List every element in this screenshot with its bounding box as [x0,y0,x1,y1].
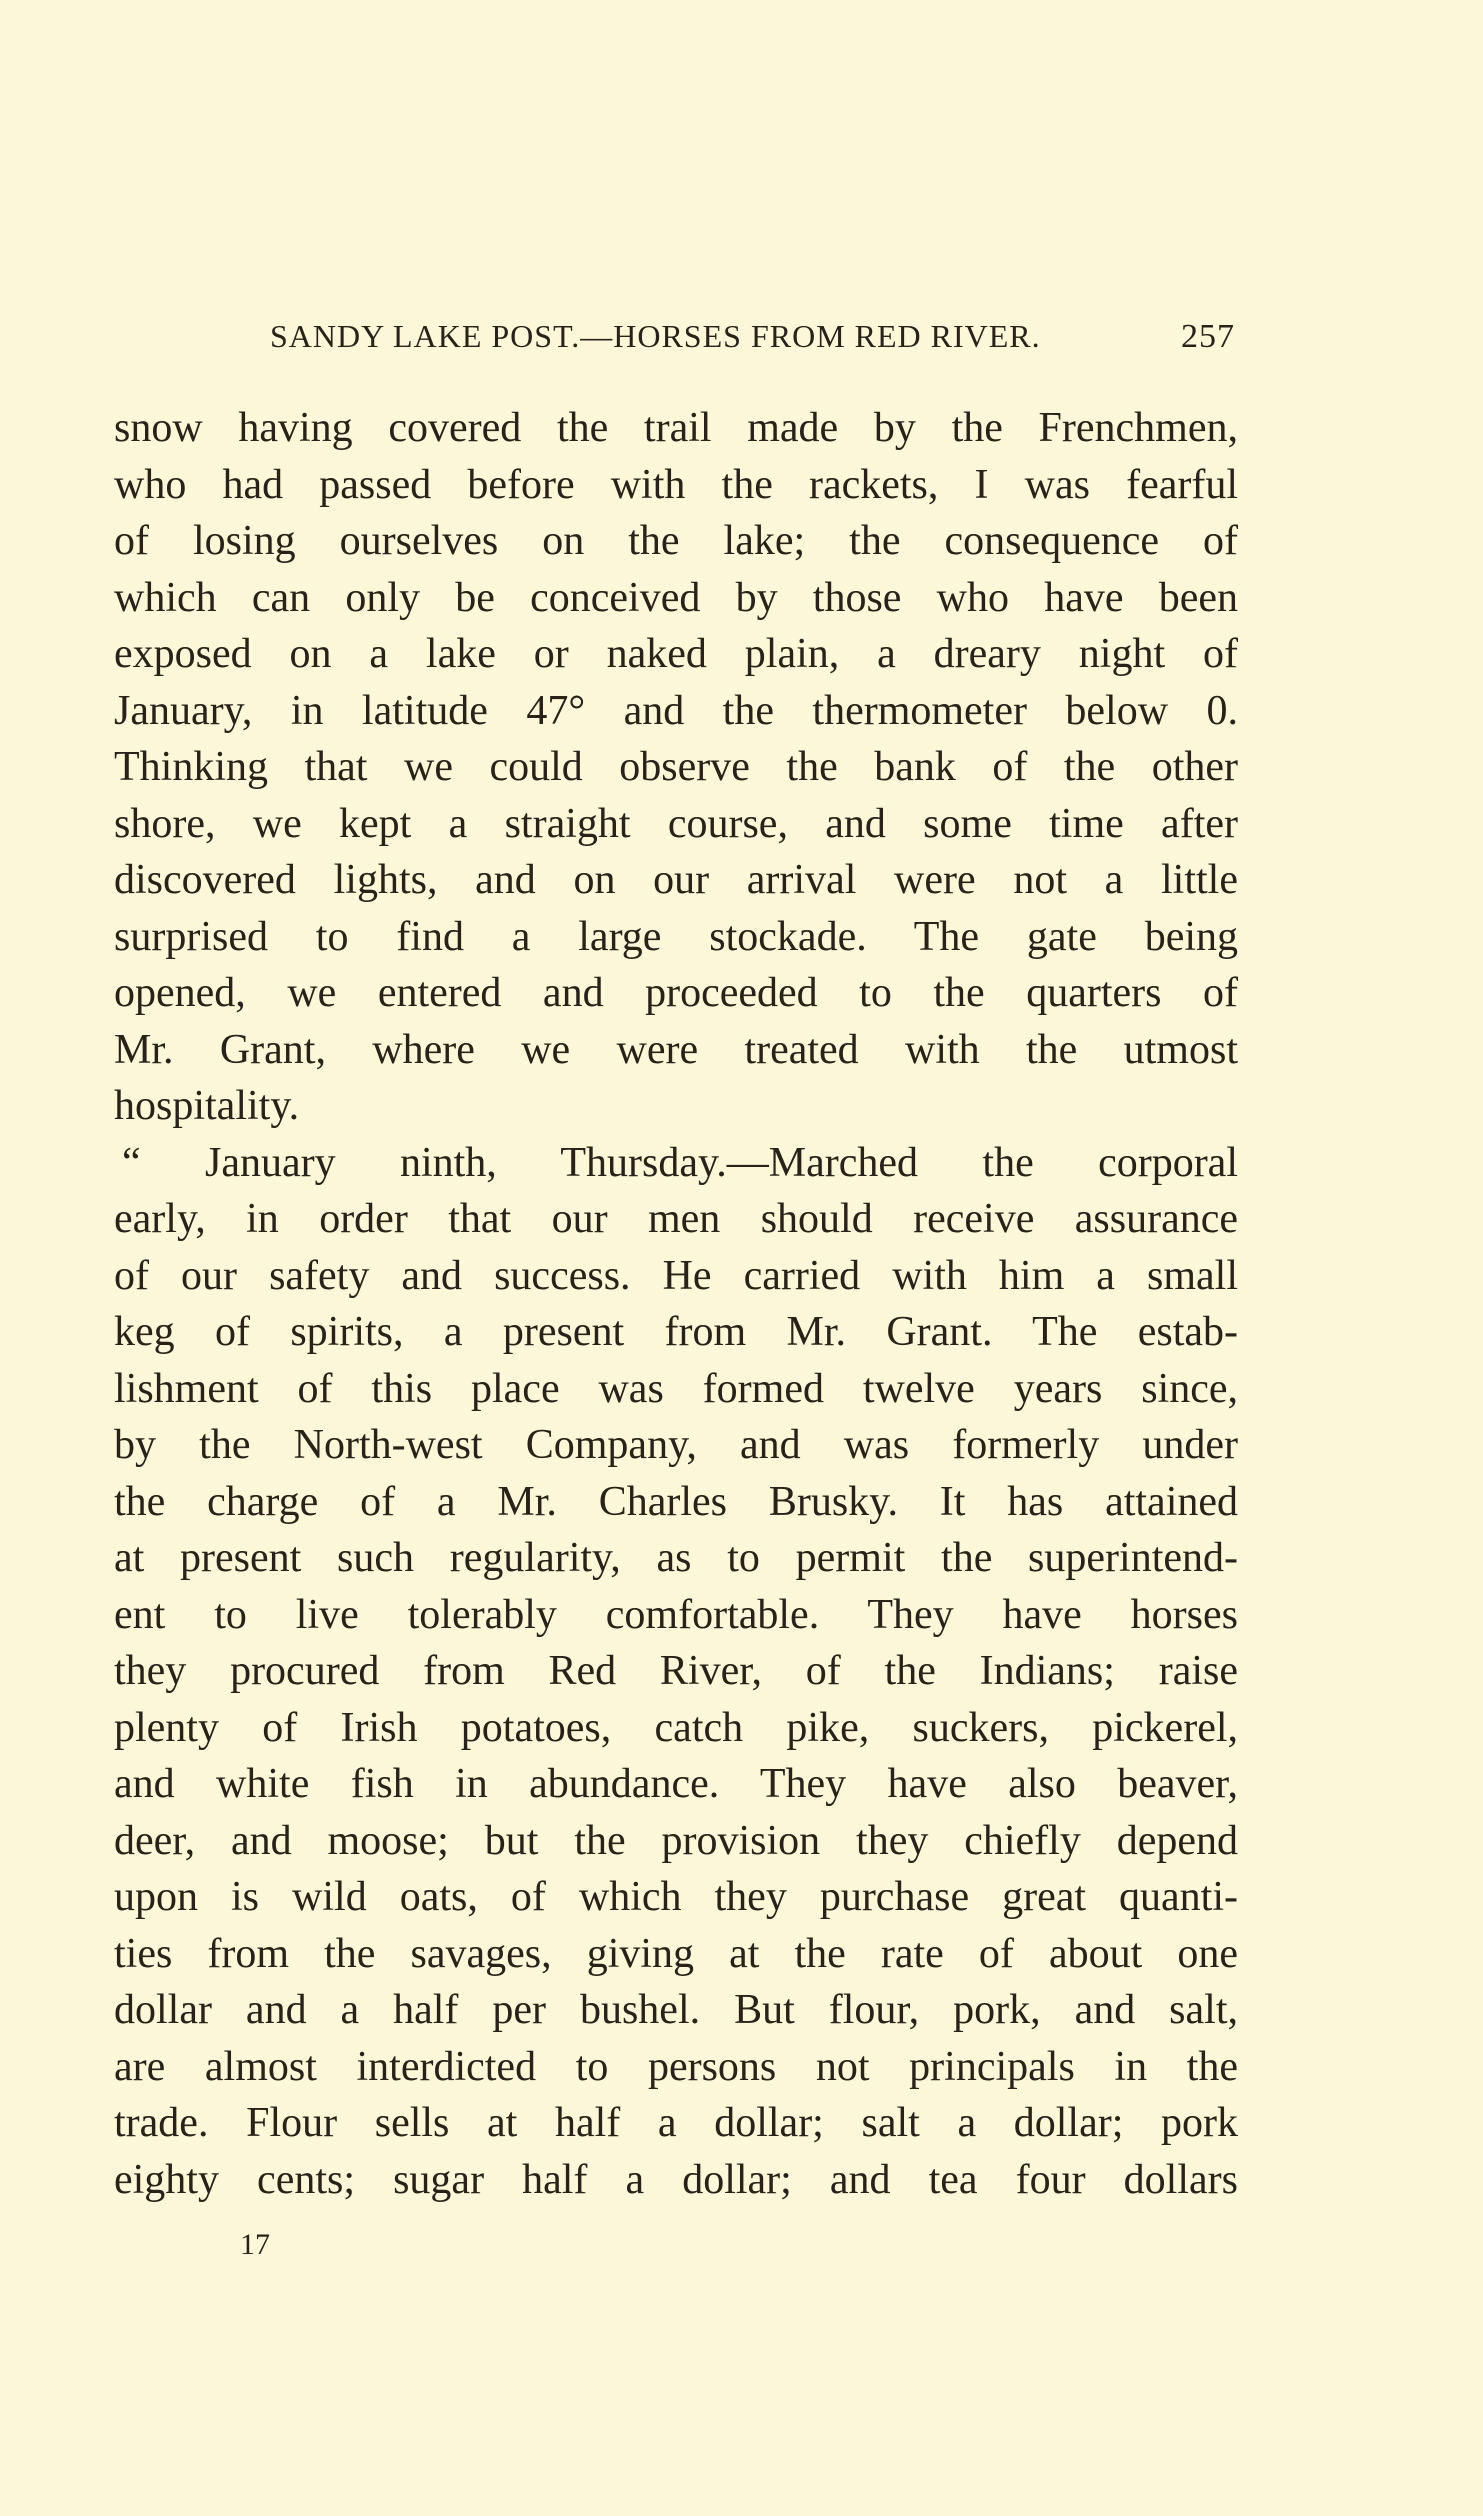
text-line: by the North-west Company, and was formerly under [114,1422,1238,1468]
text-line: “ January ninth, Thursday.—Marched the corporal [122,1139,1238,1186]
text-line: early, in order that our men should receive assurance [114,1196,1238,1242]
running-head: SANDY LAKE POST.—HORSES FROM RED RIVER. [270,318,1041,354]
text-line: of our safety and success. He carried with him a small [114,1252,1238,1299]
signature-mark: 17 [240,2228,270,2261]
text-line: snow having covered the trail made by the Frenchmen, [114,405,1238,451]
text-line: ent to live tolerably comfortable. They have horses [114,1591,1238,1638]
text-line: plenty of Irish potatoes, catch pike, suckers, pickerel, [114,1704,1238,1751]
text-line: deer, and moose; but the provision they chiefly depend [114,1817,1238,1864]
text-line: shore, we kept a straight course, and some time after [114,800,1238,847]
text-line: at present such regularity, as to permit the superintend- [114,1535,1238,1581]
text-line: Thinking that we could observe the bank of the other [114,744,1238,790]
text-line: are almost interdicted to persons not principals in the [114,2043,1238,2090]
text-line: hospitality. [114,1083,300,1129]
text-line: opened, we entered and proceeded to the quarters of [114,970,1238,1016]
text-line: January, in latitude 47° and the thermometer below 0. [114,687,1238,734]
text-line: the charge of a Mr. Charles Brusky. It has attained [114,1478,1238,1525]
text-line: of losing ourselves on the lake; the consequence of [114,518,1238,564]
text-line: keg of spirits, a present from Mr. Grant. The estab- [114,1309,1238,1355]
text-line: they procured from Red River, of the Indians; raise [114,1648,1238,1694]
text-line: and white fish in abundance. They have also beaver, [114,1761,1238,1807]
text-line: discovered lights, and on our arrival were not a little [114,857,1238,903]
page-header [270,318,1235,362]
text-line: trade. Flour sells at half a dollar; salt a dollar; pork [114,2100,1238,2146]
text-line: surprised to find a large stockade. The gate being [114,913,1238,960]
text-line: ties from the savages, giving at the rate of about one [114,1930,1238,1977]
text-line: eighty cents; sugar half a dollar; and tea four dollars [114,2156,1238,2203]
text-line: Mr. Grant, where we were treated with the utmost [114,1026,1238,1073]
text-line: exposed on a lake or naked plain, a dreary night of [114,631,1238,677]
text-line: dollar and a half per bushel. But flour, pork, and salt, [114,1987,1238,2033]
text-line: which can only be conceived by those who have been [114,574,1238,621]
body-text [114,400,1238,2208]
page-number: 257 [1181,318,1235,355]
text-line: who had passed before with the rackets, I was fearful [114,461,1238,508]
text-line: upon is wild oats, of which they purchase great quanti- [114,1874,1238,1920]
text-line: lishment of this place was formed twelve years since, [114,1365,1238,1412]
